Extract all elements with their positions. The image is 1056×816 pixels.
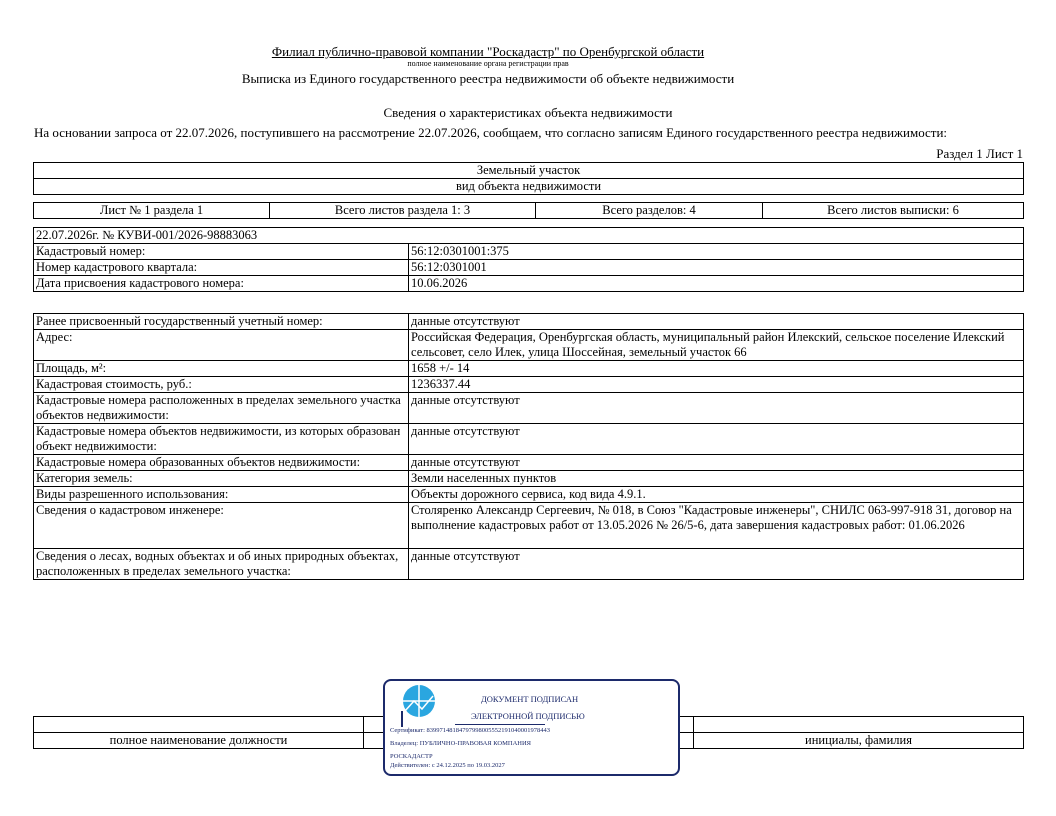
row-value: Земли населенных пунктов: [409, 471, 1024, 487]
details-table: [33, 313, 1024, 580]
table-row: [34, 377, 1024, 393]
row-value: 10.06.2026: [409, 276, 1024, 292]
position-caption: полное наименование должности: [34, 733, 364, 749]
row-label: Кадастровая стоимость, руб.:: [34, 377, 409, 393]
name-caption: инициалы, фамилия: [694, 733, 1024, 749]
object-type-caption: вид объекта недвижимости: [34, 179, 1024, 195]
stamp-title-line1: ДОКУМЕНТ ПОДПИСАН: [481, 694, 579, 704]
row-label: Адрес:: [34, 330, 409, 361]
table-row: [34, 471, 1024, 487]
table-row: [34, 361, 1024, 377]
row-label: Дата присвоения кадастрового номера:: [34, 276, 409, 292]
section-sheets-total: Всего листов раздела 1: 3: [270, 203, 536, 219]
row-label: Кадастровые номера образованных объектов недвижимости:: [34, 455, 409, 471]
row-value: данные отсутствуют: [409, 314, 1024, 330]
row-label: Площадь, м²:: [34, 361, 409, 377]
page-ref: Раздел 1 Лист 1: [936, 146, 1023, 161]
stamp-validity: Действителен: с 24.12.2025 по 19.03.2027: [390, 762, 505, 769]
row-label: Кадастровый номер:: [34, 244, 409, 260]
row-value: 56:12:0301001:375: [409, 244, 1024, 260]
table-row: [34, 455, 1024, 471]
row-value: Объекты дорожного сервиса, код вида 4.9.1.: [409, 487, 1024, 503]
row-label: Сведения о кадастровом инженере:: [34, 503, 409, 549]
org-name: Филиал публично-правовой компании "Роскадастр" по Оренбургской области: [271, 44, 705, 59]
intro-text: На основании запроса от 22.07.2026, поступившего на рассмотрение 22.07.2026, сообщаем, что согласно записям Единого государственного реестра недвижимости:: [34, 125, 948, 140]
table-row: [34, 503, 1024, 549]
table-row: [34, 260, 1024, 276]
object-type: Земельный участок: [34, 163, 1024, 179]
row-value: данные отсутствуют: [409, 393, 1024, 424]
stamp-owner-org: РОСКАДАСТР: [390, 753, 433, 760]
stamp-title-line2: ЭЛЕКТРОННОЙ ПОДПИСЬЮ: [471, 711, 585, 721]
doc-title: Выписка из Единого государственного реестра недвижимости об объекте недвижимости: [241, 71, 735, 86]
row-value: 1236337.44: [409, 377, 1024, 393]
table-row: [34, 276, 1024, 292]
table-row: [34, 314, 1024, 330]
sections-total: Всего разделов: 4: [536, 203, 763, 219]
document-number: 22.07.2026г. № КУВИ-001/2026-98883063: [34, 228, 1024, 244]
row-value: 1658 +/- 14: [409, 361, 1024, 377]
row-label: Кадастровые номера расположенных в пределах земельного участка объектов недвижимости:: [34, 393, 409, 424]
table-row: [34, 244, 1024, 260]
row-value: 56:12:0301001: [409, 260, 1024, 276]
table-row: [34, 330, 1024, 361]
name-cell: [694, 717, 1024, 733]
row-value: Российская Федерация, Оренбургская область, муниципальный район Илекский, сельское поселение Илекский сельсовет, село Илек, улица Шоссейная, земельный участок 66: [409, 330, 1024, 361]
row-label: Номер кадастрового квартала:: [34, 260, 409, 276]
row-label: Сведения о лесах, водных объектах и об иных природных объектах, расположенных в пределах земельного участка:: [34, 549, 409, 580]
stamp-certificate: Сертификат: 8399714818479799800555219104000197844З: [390, 727, 551, 734]
roskadastr-logo-icon: [402, 684, 436, 718]
table-row: [34, 393, 1024, 424]
ident-table: [33, 227, 1024, 292]
table-row: [34, 487, 1024, 503]
table-row: [34, 424, 1024, 455]
stamp-divider: [455, 724, 545, 725]
electronic-signature-stamp: [383, 679, 680, 776]
row-label: Ранее присвоенный государственный учетный номер:: [34, 314, 409, 330]
stamp-owner: Владелец: ПУБЛИЧНО-ПРАВОВАЯ КОМПАНИЯ: [390, 740, 531, 747]
row-value: данные отсутствуют: [409, 424, 1024, 455]
table-row: [34, 549, 1024, 580]
extract-sheets-total: Всего листов выписки: 6: [763, 203, 1024, 219]
section-title: Сведения о характеристиках объекта недвижимости: [383, 105, 673, 120]
row-value: данные отсутствуют: [409, 455, 1024, 471]
stamp-marker: [401, 711, 403, 727]
row-label: Виды разрешенного использования:: [34, 487, 409, 503]
position-cell: [34, 717, 364, 733]
row-label: Категория земель:: [34, 471, 409, 487]
sheet-number: Лист № 1 раздела 1: [34, 203, 270, 219]
object-type-table: [33, 162, 1024, 195]
row-value: Столяренко Александр Сергеевич, № 018, в Союз "Кадастровые инженеры", СНИЛС 063-997-918 31, договор на выполнение кадастровых работ от 13.05.2026 № 26/5-6, дата завершения кадастровых работ: 01.06.2026: [409, 503, 1024, 549]
row-label: Кадастровые номера объектов недвижимости, из которых образован объект недвижимости:: [34, 424, 409, 455]
row-value: данные отсутствуют: [409, 549, 1024, 580]
org-caption: полное наименование органа регистрации прав: [407, 59, 569, 68]
sheets-table: [33, 202, 1024, 219]
